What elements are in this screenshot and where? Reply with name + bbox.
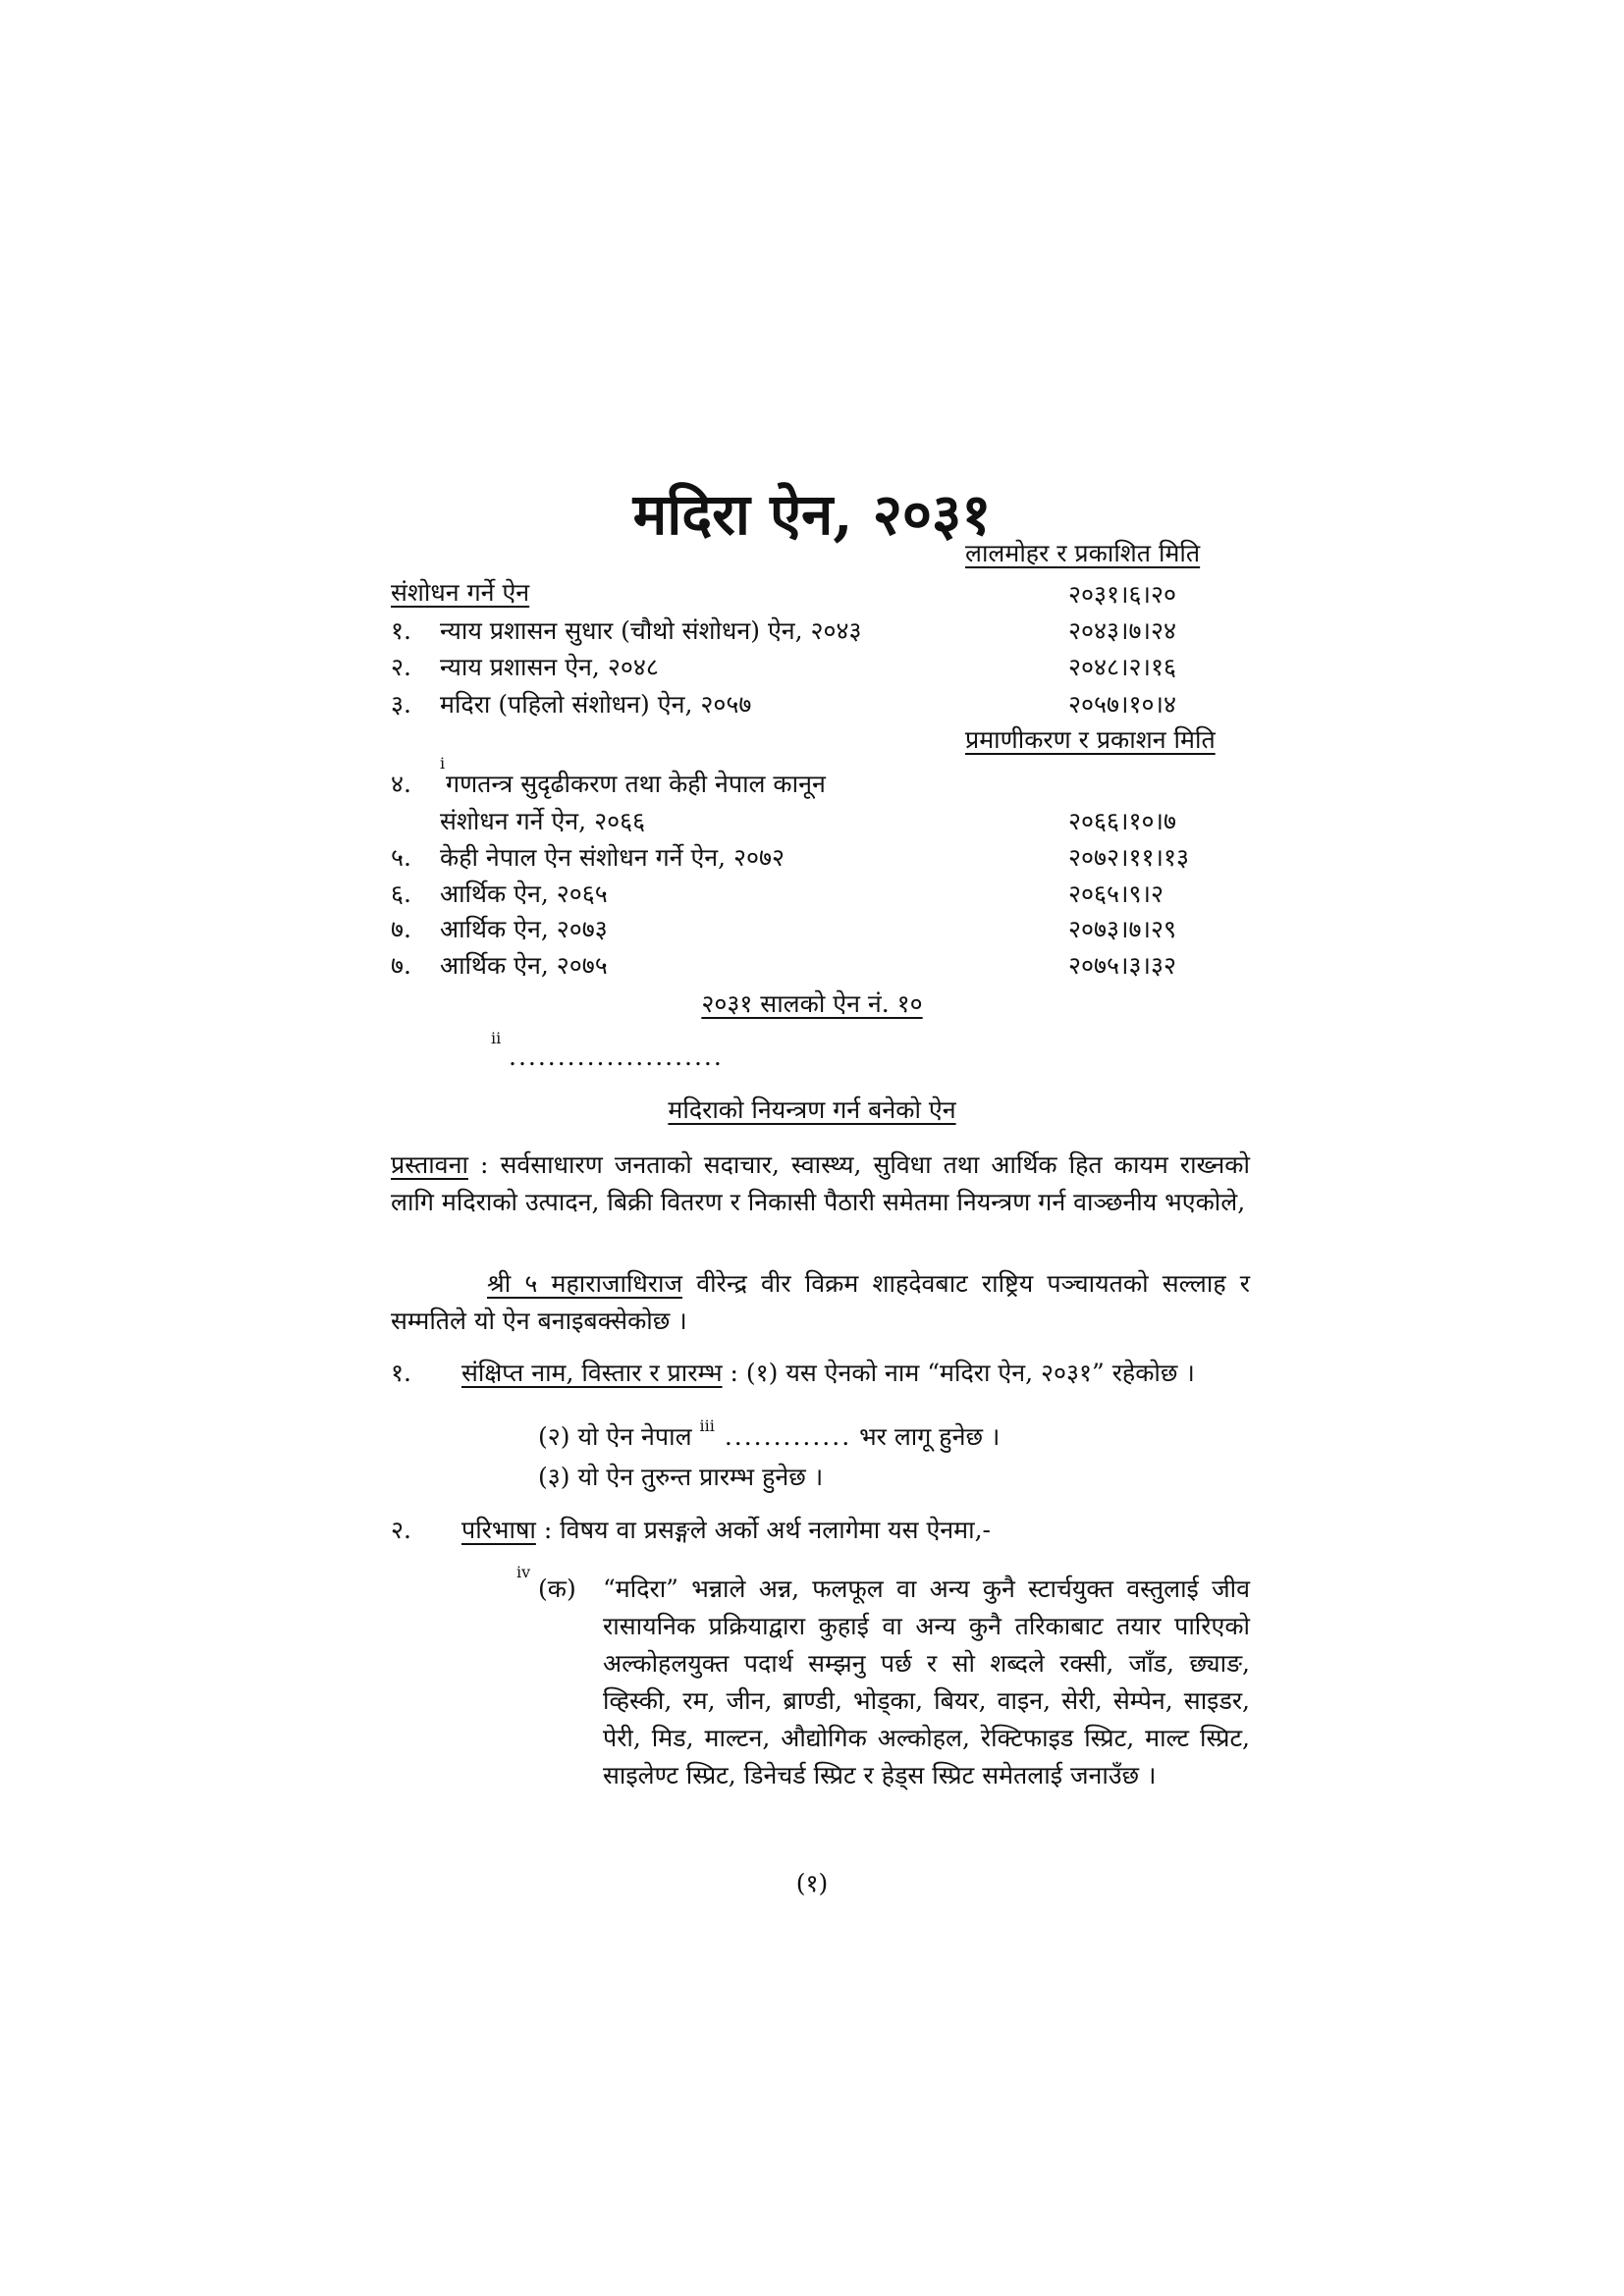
amendment-date: २०७३।७।२९: [1068, 915, 1176, 943]
amendment-name: न्याय प्रशासन सुधार (चौथो संशोधन) ऐन, २०४३: [440, 616, 862, 645]
omitted-text: ......................: [509, 1042, 724, 1071]
enactment-label: श्री ५ महाराजाधिराज: [487, 1269, 683, 1298]
preamble: [391, 1147, 1250, 1221]
preamble-text: : सर्वसाधारण जनताको सदाचार, स्वास्थ्य, सुविधा तथा आर्थिक हित कायम राख्नको लागि मदिराको उत्पादन, बिक्री वितरण र निकासी पैठारी समेतमा नियन्त्रण गर्न वाञ्छनीय भएकोले,: [391, 1150, 1250, 1216]
amendment-name: केही नेपाल ऐन संशोधन गर्ने ऐन, २०७२: [440, 843, 785, 872]
lalmohar-heading: लालमोहर र प्रकाशित मिति: [965, 539, 1201, 567]
amendment-num: ७.: [391, 951, 411, 980]
endnote-marker: i: [440, 754, 446, 773]
section-number: २.: [391, 1516, 411, 1544]
endnote-marker: ii: [491, 1029, 502, 1047]
section-2: [461, 1514, 991, 1547]
enactment-text: वीरेन्द्र वीर विक्रम शाहदेवबाट राष्ट्रिय पञ्चायतको सल्लाह र सम्मतिले यो ऐन बनाइबक्सेकोछ ।: [391, 1269, 1250, 1335]
clause-label: (क): [538, 1575, 576, 1603]
section-heading: परिभाषा: [461, 1516, 536, 1544]
amendment-num: ४.: [391, 770, 411, 798]
omitted-text: .............: [714, 1422, 852, 1451]
act-subtitle: मदिराको नियन्त्रण गर्न बनेको ऐन: [668, 1095, 956, 1124]
enactment-clause: [391, 1265, 1250, 1340]
endnote-marker: iii: [699, 1416, 715, 1435]
section-heading: संक्षिप्त नाम, विस्तार र प्रारम्भ: [461, 1359, 723, 1387]
amendment-name: गणतन्त्र सुदृढीकरण तथा केही नेपाल कानून: [446, 770, 826, 798]
definition-liquor: “मदिरा” भन्नाले अन्न, फलफूल वा अन्य कुनै स्टार्चयुक्त वस्तुलाई जीव रासायनिक प्रक्रियाद्वारा कुहाई वा अन्य कुनै तरिकाबाट तयार पारिएको अल्कोहलयुक्त पदार्थ सम्झनु पर्छ र सो शब्दले रक्सी, जाँड, छ्याङ, व्हिस्की, रम, जीन, ब्राण्डी, भोड्का, बियर, वाइन, सेरी, सेम्पेन, साइडर, पेरी, मिड, माल्टन, औद्योगिक अल्कोहल, रेक्टिफाइड स्प्रिट, माल्ट स्प्रिट, साइलेण्ट स्प्रिट, डिनेचर्ड स्प्रिट र हेड्स स्प्रिट समेतलाई जनाउँछ ।: [603, 1575, 1250, 1789]
subsection-text: भर लागू हुनेछ ।: [851, 1422, 1001, 1451]
section-text: : विषय वा प्रसङ्गले अर्को अर्थ नलागेमा यस ऐनमा,-: [535, 1516, 992, 1544]
amendment-name: आर्थिक ऐन, २०७३: [440, 915, 608, 943]
amendment-num: ६.: [391, 880, 411, 908]
page-title: मदिरा ऐन, २०३१: [632, 481, 992, 548]
amendment-num: ३.: [391, 690, 411, 719]
amending-acts-heading: संशोधन गर्ने ऐन: [391, 578, 530, 607]
subsection-2: [538, 1410, 1000, 1454]
amendment-date: २०७५।३।३२: [1068, 951, 1176, 980]
subsection-3: (३) यो ऐन तुरुन्त प्रारम्भ हुनेछ ।: [538, 1463, 824, 1491]
original-date: २०३१।६।२०: [1068, 580, 1176, 609]
preamble-label: प्रस्तावना: [391, 1150, 468, 1179]
amendment-num: ५.: [391, 843, 411, 872]
amendment-name: आर्थिक ऐन, २०६५: [440, 880, 608, 908]
amendment-date: २०६६।१०।७: [1068, 807, 1176, 835]
section-text: : (१) यस ऐनको नाम “मदिरा ऐन, २०३१” रहेकोछ ।: [722, 1359, 1195, 1387]
amendment-date: २०६५।९।२: [1068, 880, 1164, 908]
amendment-num: २.: [391, 653, 411, 681]
endnote-marker: iv: [516, 1563, 531, 1581]
amendment-name: न्याय प्रशासन ऐन, २०४८: [440, 653, 659, 681]
amendment-name: आर्थिक ऐन, २०७५: [440, 951, 608, 980]
amendment-num: १.: [391, 616, 411, 645]
amendment-date: २०४३।७।२४: [1068, 616, 1176, 645]
pramanikaran-heading: प्रमाणीकरण र प्रकाशन मिति: [965, 725, 1216, 754]
amendment-num: ७.: [391, 915, 411, 943]
subsection-text: (२) यो ऐन नेपाल: [538, 1422, 692, 1451]
amendment-name-cont: संशोधन गर्ने ऐन, २०६६: [440, 807, 646, 835]
amendment-date: २०४८।२।१६: [1068, 653, 1176, 681]
page-number: (१): [795, 1869, 829, 1897]
section-1: [461, 1357, 1195, 1390]
amendment-date: २०७२।११।१३: [1068, 843, 1189, 872]
amendment-date: २०५७।१०।४: [1068, 690, 1176, 719]
amendment-name: मदिरा (पहिलो संशोधन) ऐन, २०५७: [440, 690, 752, 719]
act-number: २०३१ सालको ऐन नं. १०: [701, 989, 923, 1018]
section-number: १.: [391, 1359, 411, 1387]
